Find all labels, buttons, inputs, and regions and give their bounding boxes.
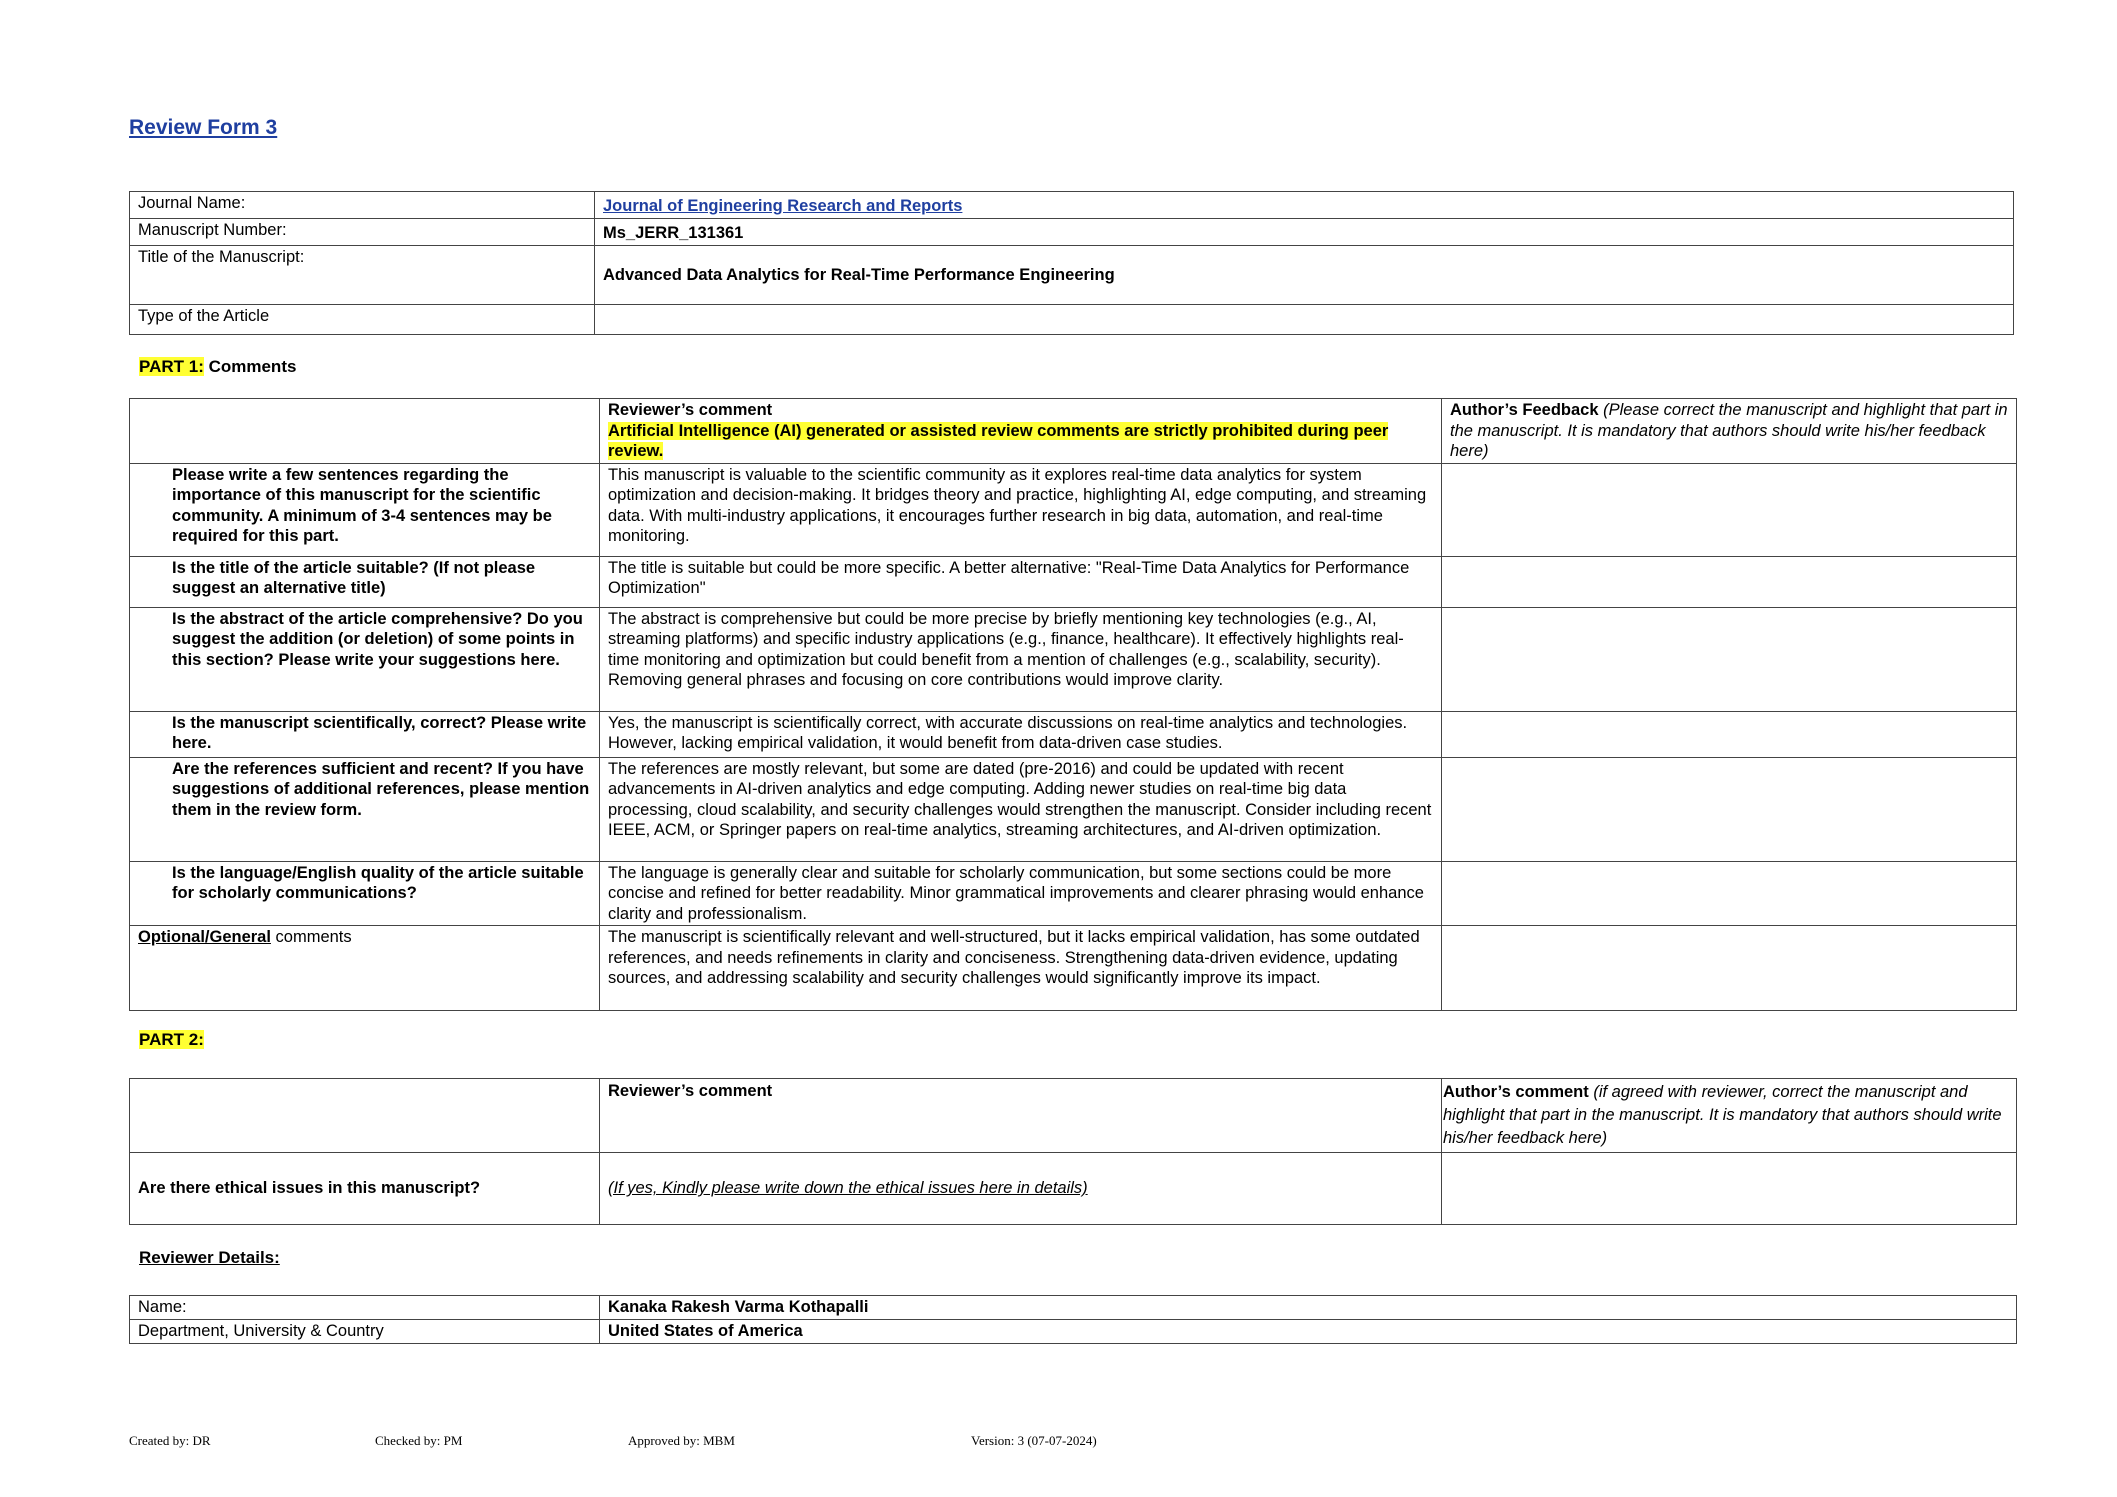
part2-heading: [139, 1030, 204, 1050]
feedback-importance[interactable]: [1442, 463, 2017, 556]
part2-label: PART 2:: [139, 1030, 204, 1049]
comment-optional: The manuscript is scientifically relevant and well-structured, but it lacks empirical validation, has some outdated references, and needs refinements in clarity and conciseness. Strengthening data-driven evidence, updating sources, and addressing scalability and security challenges would significantly improve its impact.: [600, 926, 1442, 1011]
part1-table: [129, 398, 2017, 1011]
comment-scientific: Yes, the manuscript is scientifically correct, with accurate discussions on real-time analytics and technologies. However, lacking empirical validation, it would benefit from data-driven case studies.: [600, 711, 1442, 757]
part2-author-header-cell: [1442, 1079, 2017, 1153]
manuscript-number-value: Ms_JERR_131361: [595, 219, 2014, 246]
question-title: Is the title of the article suitable? (If not please suggest an alternative title): [130, 556, 600, 607]
question-abstract: Is the abstract of the article comprehensive? Do you suggest the addition (or deletion) of some points in this section? Please write your suggestions here.: [130, 607, 600, 711]
footer-created: Created by: DR: [129, 1433, 211, 1448]
part2-reviewer-header: Reviewer’s comment: [600, 1079, 1442, 1153]
part1-heading: [139, 357, 296, 377]
table-row: [130, 556, 2017, 607]
feedback-optional[interactable]: [1442, 926, 2017, 1011]
author-comment-header: Author’s comment: [1443, 1083, 1589, 1101]
question-scientific: Is the manuscript scientifically, correct? Please write here.: [130, 711, 600, 757]
manuscript-info-table: [129, 191, 2014, 335]
article-type-label: Type of the Article: [130, 305, 595, 335]
part2-header-empty: [130, 1079, 600, 1153]
question-references: Are the references sufficient and recent? If you have suggestions of additional references, please mention them in the review form.: [130, 757, 600, 861]
comment-language: The language is generally clear and suitable for scholarly communication, but some sections could be more concise and refined for better readability. Minor grammatical improvements and clearer phrasing would enhance clarity and professionalism.: [600, 861, 1442, 926]
optional-suffix: comments: [270, 928, 352, 946]
reviewer-name-value: Kanaka Rakesh Varma Kothapalli: [600, 1296, 2017, 1320]
comment-references: The references are mostly relevant, but some are dated (pre-2016) and could be updated with recent advancements in AI-driven analytics and edge computing. Adding newer studies on real-time big data processing, cloud scalability, and security challenges would strengthen the manuscript. Consider including recent IEEE, ACM, or Springer papers on real-time analytics, streaming architectures, and AI-driven optimization.: [600, 757, 1442, 861]
reviewer-comment-header: Reviewer’s comment: [608, 401, 773, 419]
question-importance: Please write a few sentences regarding the importance of this manuscript for the scientific community. A minimum of 3-4 sentences may be required for this part.: [130, 463, 600, 556]
table-row: [130, 926, 2017, 1011]
comment-abstract: The abstract is comprehensive but could be more precise by briefly mentioning key technologies (e.g., AI, streaming platforms) and specific industry applications (e.g., finance, healthcare). It effectively highlights real-time monitoring and optimization but could benefit from a mention of challenges (e.g., scalability, security). Removing general phrases and focusing on core contributions would improve clarity.: [600, 607, 1442, 711]
footer-version: Version: 3 (07-07-2024): [971, 1433, 1097, 1448]
part1-reviewer-header-cell: [600, 399, 1442, 464]
part1-author-header-cell: [1442, 399, 2017, 464]
table-row: [130, 607, 2017, 711]
journal-label: Journal Name:: [130, 192, 595, 219]
reviewer-details-table: [129, 1295, 2017, 1344]
optional-general-label: [130, 926, 600, 1011]
reviewer-name-label: Name:: [130, 1296, 600, 1320]
reviewer-dept-label: Department, University & Country: [130, 1320, 600, 1344]
manuscript-title-label: Title of the Manuscript:: [130, 246, 595, 305]
part1-label: PART 1:: [139, 357, 204, 376]
table-row: [130, 757, 2017, 861]
comment-title: The title is suitable but could be more specific. A better alternative: "Real-Time Data Analytics for Performance Optimization": [600, 556, 1442, 607]
form-title: Review Form 3: [129, 116, 278, 139]
table-row: [130, 463, 2017, 556]
question-language: Is the language/English quality of the article suitable for scholarly communications?: [130, 861, 600, 926]
journal-link[interactable]: Journal of Engineering Research and Reports: [603, 197, 963, 215]
footer-approved: Approved by: MBM: [628, 1433, 735, 1448]
ethics-feedback[interactable]: [1442, 1153, 2017, 1225]
comment-importance: This manuscript is valuable to the scientific community as it explores real-time data analytics for system optimization and decision-making. It bridges theory and practice, highlighting AI, edge computing, and streaming data. With multi-industry applications, it encourages further research in big data, automation, and real-time monitoring.: [600, 463, 1442, 556]
manuscript-title-value: Advanced Data Analytics for Real-Time Performance Engineering: [595, 246, 2014, 305]
footer-checked: Checked by: PM: [375, 1433, 463, 1448]
author-feedback-note: (Please correct the manuscript and highlight that part in the manuscript. It is mandatory that authors should write his/her feedback here): [1450, 401, 2008, 460]
table-row: [130, 711, 2017, 757]
ethics-question: Are there ethical issues in this manuscript?: [130, 1153, 600, 1225]
optional-label: Optional/General: [138, 928, 271, 946]
manuscript-number-label: Manuscript Number:: [130, 219, 595, 246]
feedback-references[interactable]: [1442, 757, 2017, 861]
reviewer-details-heading: Reviewer Details:: [139, 1248, 280, 1267]
author-comment-note: (if agreed with reviewer, correct the manuscript and highlight that part in the manuscript. It is mandatory that authors should write his/her feedback here): [1443, 1083, 2002, 1147]
part2-table: [129, 1078, 2017, 1225]
table-row: [130, 1153, 2017, 1225]
feedback-title[interactable]: [1442, 556, 2017, 607]
table-row: [130, 861, 2017, 926]
part1-header-empty: [130, 399, 600, 464]
ethics-comment: (If yes, Kindly please write down the ethical issues here in details): [608, 1179, 1088, 1198]
feedback-language[interactable]: [1442, 861, 2017, 926]
author-feedback-header: Author’s Feedback: [1450, 401, 1599, 419]
part1-label-suffix: Comments: [203, 357, 297, 376]
article-type-value: [595, 305, 2014, 335]
reviewer-dept-value: United States of America: [600, 1320, 2017, 1344]
feedback-scientific[interactable]: [1442, 711, 2017, 757]
feedback-abstract[interactable]: [1442, 607, 2017, 711]
ai-notice: Artificial Intelligence (AI) generated or assisted review comments are strictly prohibited during peer review.: [608, 421, 1389, 460]
